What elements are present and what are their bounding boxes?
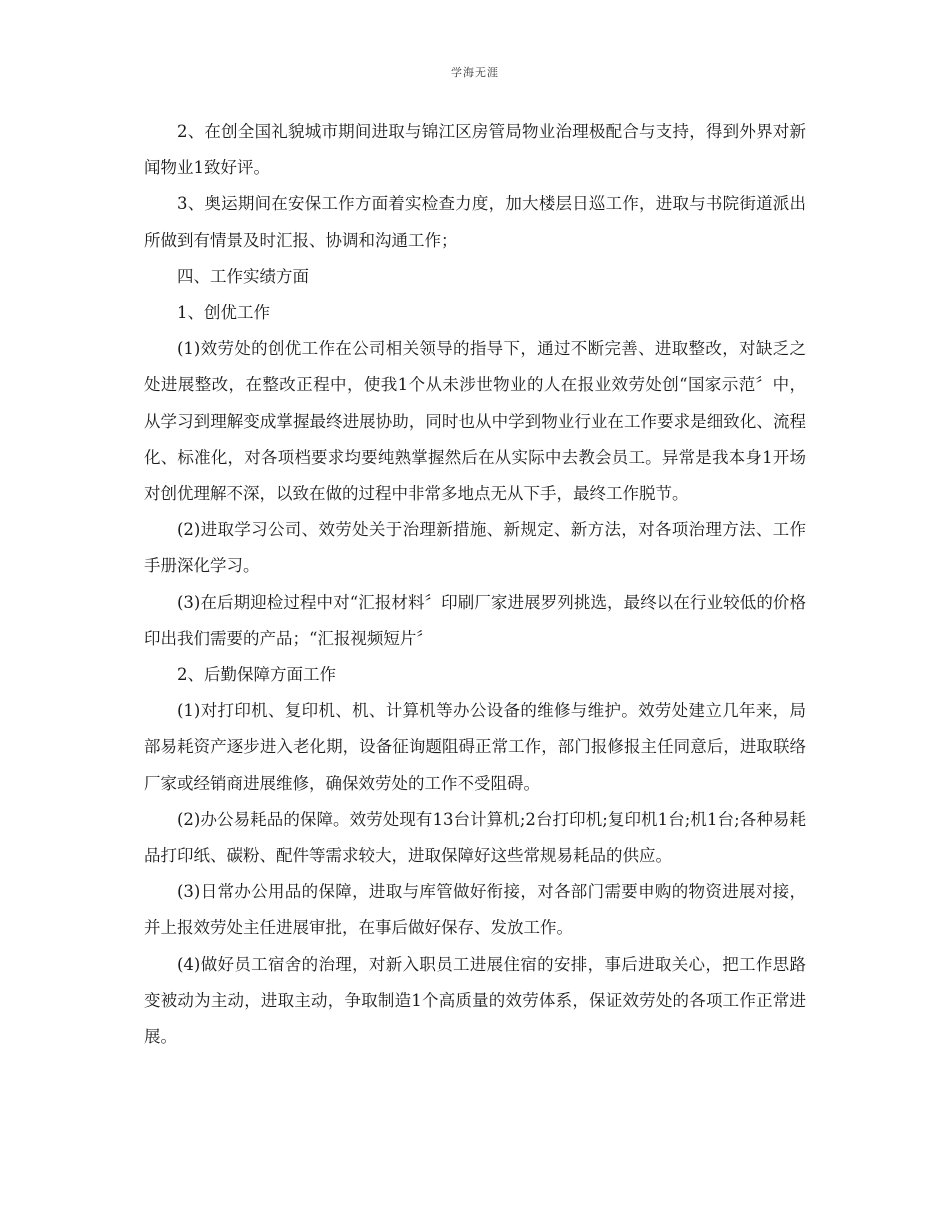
subsection-heading-excellence-work: 1、创优工作 <box>177 303 270 323</box>
paragraph-logistics-2: (2)办公易耗品的保障。效劳处现有13台计算机;2台打印机;复印机1台;机1台;各种易耗品打印纸、碳粉、配件等需求较大，进取保障好这些常规易耗品的供应。 <box>144 809 806 866</box>
page-header: 学海无涯 <box>451 66 499 79</box>
document-body <box>144 114 806 1055</box>
paragraph-logistics-1: (1)对打印机、复印机、机、计算机等办公设备的维修与维护。效劳处建立几年来，局部易耗资产逐步进入老化期，设备征询题阻碍正常工作，部门报修报主任同意后，进取联络厂家或经销商进展维修，确保效劳处的工作不受阻碍。 <box>144 701 806 793</box>
paragraph-excellence-3: (3)在后期迎检过程中对“汇报材料〞印刷厂家进展罗列挑选，最终以在行业较低的价格印出我们需要的产品；“汇报视频短片〞 <box>144 592 806 648</box>
paragraph-logistics-3: (3)日常办公用品的保障，进取与库管做好衔接，对各部门需要申购的物资进展对接，并上报效劳处主任进展审批，在事后做好保存、发放工作。 <box>144 882 806 938</box>
paragraph-item-2-praise: 2、在创全国礼貌城市期间进取与锦江区房管局物业治理极配合与支持，得到外界对新闻物业1致好评。 <box>144 122 806 178</box>
paragraph-excellence-1: (1)效劳处的创优工作在公司相关领导的指导下，通过不断完善、进取整改，对缺乏之处进展整改，在整改正程中，使我1个从未涉世物业的人在报业效劳处创“国家示范〞中，从学习到理解变成掌握最终进展协助，同时也从中学到物业行业在工作要求是细致化、流程化、标准化，对各项档要求均要纯熟掌握然后在从实际中去教会员工。异常是我本身1开场对创优理解不深，以致在做的过程中非常多地点无从下手，最终工作脱节。 <box>144 339 806 504</box>
paragraph-item-3-olympics-security: 3、奥运期间在安保工作方面着实检查力度，加大楼层日巡工作，进取与书院街道派出所做到有情景及时汇报、协调和沟通工作； <box>144 194 806 250</box>
paragraph-logistics-4: (4)做好员工宿舍的治理，对新入职员工进展住宿的安排，事后进取关心，把工作思路变被动为主动，进取主动，争取制造1个高质量的效劳体系，保证效劳处的各项工作正常进展。 <box>144 954 806 1047</box>
section-heading-work-achievements: 四、工作实绩方面 <box>177 266 309 286</box>
subsection-heading-logistics: 2、后勤保障方面工作 <box>177 665 336 685</box>
paragraph-excellence-2: (2)进取学习公司、效劳处关于治理新措施、新规定、新方法，对各项治理方法、工作手册深化学习。 <box>144 520 806 576</box>
